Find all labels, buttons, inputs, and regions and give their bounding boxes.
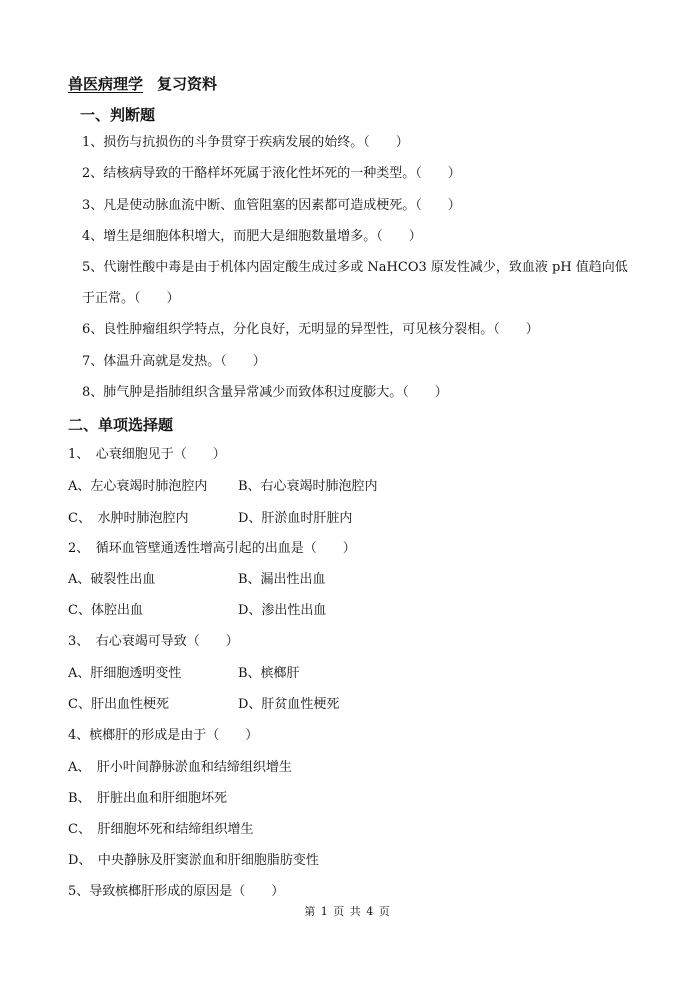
question-2-option-b: B、漏出性出血 xyxy=(238,572,326,587)
document-subtitle: 复习资料 xyxy=(157,75,218,93)
question-3-option-c: C、肝出血性梗死 xyxy=(68,697,169,712)
question-2-option-d: D、渗出性出血 xyxy=(238,603,327,618)
question-1-option-c: C、 水肿时肺泡腔内 xyxy=(68,511,189,526)
document-title xyxy=(68,73,217,94)
section-heading-single-choice: 二、单项选择题 xyxy=(68,416,174,434)
question-1-option-d: D、肝淤血时肝脏内 xyxy=(238,511,353,526)
page-number-footer: 第 1 页 共 4 页 xyxy=(304,905,391,918)
tf-item-1: 1、损伤与抗损伤的斗争贯穿于疾病发展的始终。（ ） xyxy=(82,135,409,150)
question-1-stem: 1、 心衰细胞见于（ ） xyxy=(68,447,226,462)
tf-item-3: 3、凡是使动脉血流中断、血管阻塞的因素都可造成梗死。（ ） xyxy=(82,198,461,213)
tf-item-4: 4、增生是细胞体积增大，而肥大是细胞数量增多。（ ） xyxy=(82,229,422,244)
question-1-option-b: B、右心衰竭时肺泡腔内 xyxy=(238,479,378,494)
question-2-option-a: A、破裂性出血 xyxy=(68,572,156,587)
tf-item-8: 8、肺气肿是指肺组织含量异常减少而致体积过度膨大。（ ） xyxy=(82,385,448,400)
question-4-option-b: B、 肝脏出血和肝细胞坏死 xyxy=(68,791,228,806)
tf-item-7: 7、体温升高就是发热。（ ） xyxy=(82,354,266,369)
tf-item-5: 5、代谢性酸中毒是由于机体内固定酸生成过多或 NaHCO3 原发性减少，致血液 pH 值趋向低 xyxy=(82,260,628,275)
question-3-option-a: A、肝细胞透明变性 xyxy=(68,666,182,681)
course-title: 兽医病理学 xyxy=(68,75,144,93)
question-3-stem: 3、 右心衰竭可导致（ ） xyxy=(68,634,239,649)
tf-item-6: 6、良性肿瘤组织学特点，分化良好，无明显的异型性，可见核分裂相。（ ） xyxy=(82,322,539,337)
question-2-stem: 2、 循环血管壁通透性增高引起的出血是（ ） xyxy=(68,541,356,556)
question-2-option-c: C、体腔出血 xyxy=(68,603,143,618)
question-4-stem: 4、槟榔肝的形成是由于（ ） xyxy=(68,728,259,743)
question-3-option-d: D、肝贫血性梗死 xyxy=(238,697,340,712)
question-3-option-b: B、槟榔肝 xyxy=(238,666,300,681)
tf-item-2: 2、结核病导致的干酪样坏死属于液化性坏死的一种类型。（ ） xyxy=(82,166,461,181)
question-5-stem: 5、导致槟榔肝形成的原因是（ ） xyxy=(68,884,285,899)
tf-item-5-continued: 于正常。（ ） xyxy=(82,291,180,306)
section-heading-true-false: 一、判断题 xyxy=(80,106,156,124)
question-4-option-c: C、 肝细胞坏死和结缔组织增生 xyxy=(68,822,254,837)
question-4-option-d: D、 中央静脉及肝窦淤血和肝细胞脂肪变性 xyxy=(68,853,319,868)
question-4-option-a: A、 肝小叶间静脉淤血和结缔组织增生 xyxy=(68,760,292,775)
question-1-option-a: A、左心衰竭时肺泡腔内 xyxy=(68,479,208,494)
